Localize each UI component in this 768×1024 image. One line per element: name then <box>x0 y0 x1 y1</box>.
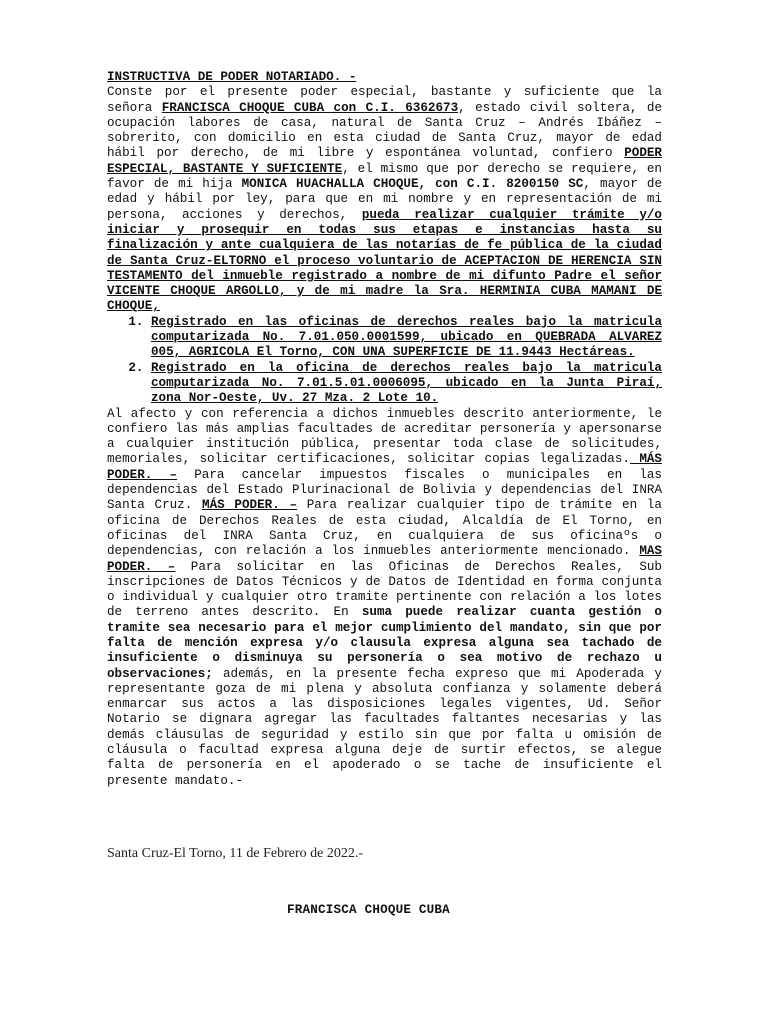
intro-paragraph <box>107 85 662 314</box>
intro-text-1: Conste por el presente poder especial, bastante y suficiente que la señora <box>107 85 662 115</box>
document-body <box>107 70 662 789</box>
faculties-paragraph <box>107 407 662 789</box>
mas-poder-3: MAS PODER. – <box>107 544 662 574</box>
document-title: INSTRUCTIVA DE PODER NOTARIADO. - <box>107 70 357 84</box>
mas-poder-1: MÁS PODER. – <box>107 452 662 482</box>
intro-text-2: , estado civil soltera, de ocupación labores de casa, natural de Santa Cruz – Andrés Ibáñez – sobrerito, con domicilio en esta ciudad de Santa Cruz, mayor de edad hábil por derecho, de mi libre y espontánea voluntad, confiero <box>107 100 662 161</box>
intro-text-3: , el mismo que por derecho se requiere, en favor de mi hija <box>107 161 662 192</box>
mas-poder-2: MÁS PODER. – <box>202 498 298 513</box>
property-item: 1. Registrado en las oficinas de derechos reales bajo la matricula computarizada No. 7.01.050.0001599, ubicado en QUEBRADA ALVAREZ 005, AGRICOLA El Torno, CON UNA SUPERFICIE DE 11.9443 Hectáreas. <box>151 315 662 361</box>
body-text-4: Para solicitar en las Oficinas de Derechos Reales, Sub inscripciones de Datos Técnicos y de Datos de Identidad en forma conjunta o individual y cualquier otro tramite pertinente con relación a los lotes de terreno antes descrito. En <box>107 559 662 620</box>
property-list <box>107 315 662 407</box>
body-text-3: Para realizar cualquier tipo de trámite en la oficina de Derechos Reales de esta ciudad, Alcaldía de El Torno, en oficinas del INRA Santa Cruz, en cualquiera de sus oficinaºs o dependencias, con relación a los inmuebles anteriormente mencionado. <box>107 498 662 559</box>
purpose-clause: pueda realizar cualquier trámite y/o iniciar y prosequir en todas sus etapas e instancias hasta su finalización y ante cualquiera de las notarías de fe pública de la ciudad de Santa Cruz-ELTORNO el proceso voluntario de ACEPTACION DE HERENCIA SIN TESTAMENTO del inmueble registrado a nombre de mi difunto Padre el señor VICENTE CHOQUE ARGOLLO, y de mi madre la Sra. HERMINIA CUBA MAMANI DE CHOQUE, <box>107 207 662 314</box>
intro-text-4: , mayor de edad y hábil por ley, para que en mi nombre y en representación de mi persona, acciones y derechos, <box>107 177 663 222</box>
body-text-5: además, en la presente fecha expreso que mi Apoderada y representante goza de mi plena y absoluta confianza y solamente deberá enmarcar sus actos a las disposiciones legales vigentes, Ud. Señor Notario se dignara agregar las facultades faltantes necesarias y las demás cláusulas de seguridad y estilo sin que por falta u omisión de cláusula o facultad expresa alguna deje de surtir efectos, se alegue falta de personería en el apoderado o se tache de insuficiente el presente mandato.- <box>107 666 662 788</box>
body-text-2: Para cancelar impuestos fiscales o municipales en las dependencias del Estado Plurinacional de Bolivia y dependencias del INRA Santa Cruz. <box>107 467 662 513</box>
bold-clause: suma puede realizar cuanta gestión o tramite sea necesario para el mejor cumplimiento del mandato, sin que por falta de mención expresa y/o clausula expresa alguna sea tachado de insuficiente o disminuya su personería o sea motivo de rechazo u observaciones; <box>107 605 662 681</box>
signature-name: FRANCISCA CHOQUE CUBA <box>287 903 450 917</box>
grantor-name-ci: FRANCISCA CHOQUE CUBA con C.I. 6362673 <box>161 100 459 115</box>
power-type: PODER ESPECIAL, BASTANTE Y SUFICIENTE <box>107 146 662 176</box>
date-line: Santa Cruz-El Torno, 11 de Febrero de 2022.- <box>107 846 364 861</box>
body-text-1: Al afecto y con referencia a dichos inmuebles descrito anteriormente, le confiero las más amplias facultades de acreditar personería y apersonarse a cualquier institución pública, presentar toda clase de solicitudes, memoriales, solicitar certificaciones, solicitar copias legalizadas. <box>107 406 662 467</box>
attorney-name-ci: MONICA HUACHALLA CHOQUE, con C.I. 8200150 SC <box>241 177 584 192</box>
property-item: 2. Registrado en la oficina de derechos reales bajo la matricula computarizada No. 7.01.5.01.0006095, ubicado en la Junta Piraí, zona Nor-Oeste, Uv. 27 Mza. 2 Lote 10. <box>151 361 662 407</box>
